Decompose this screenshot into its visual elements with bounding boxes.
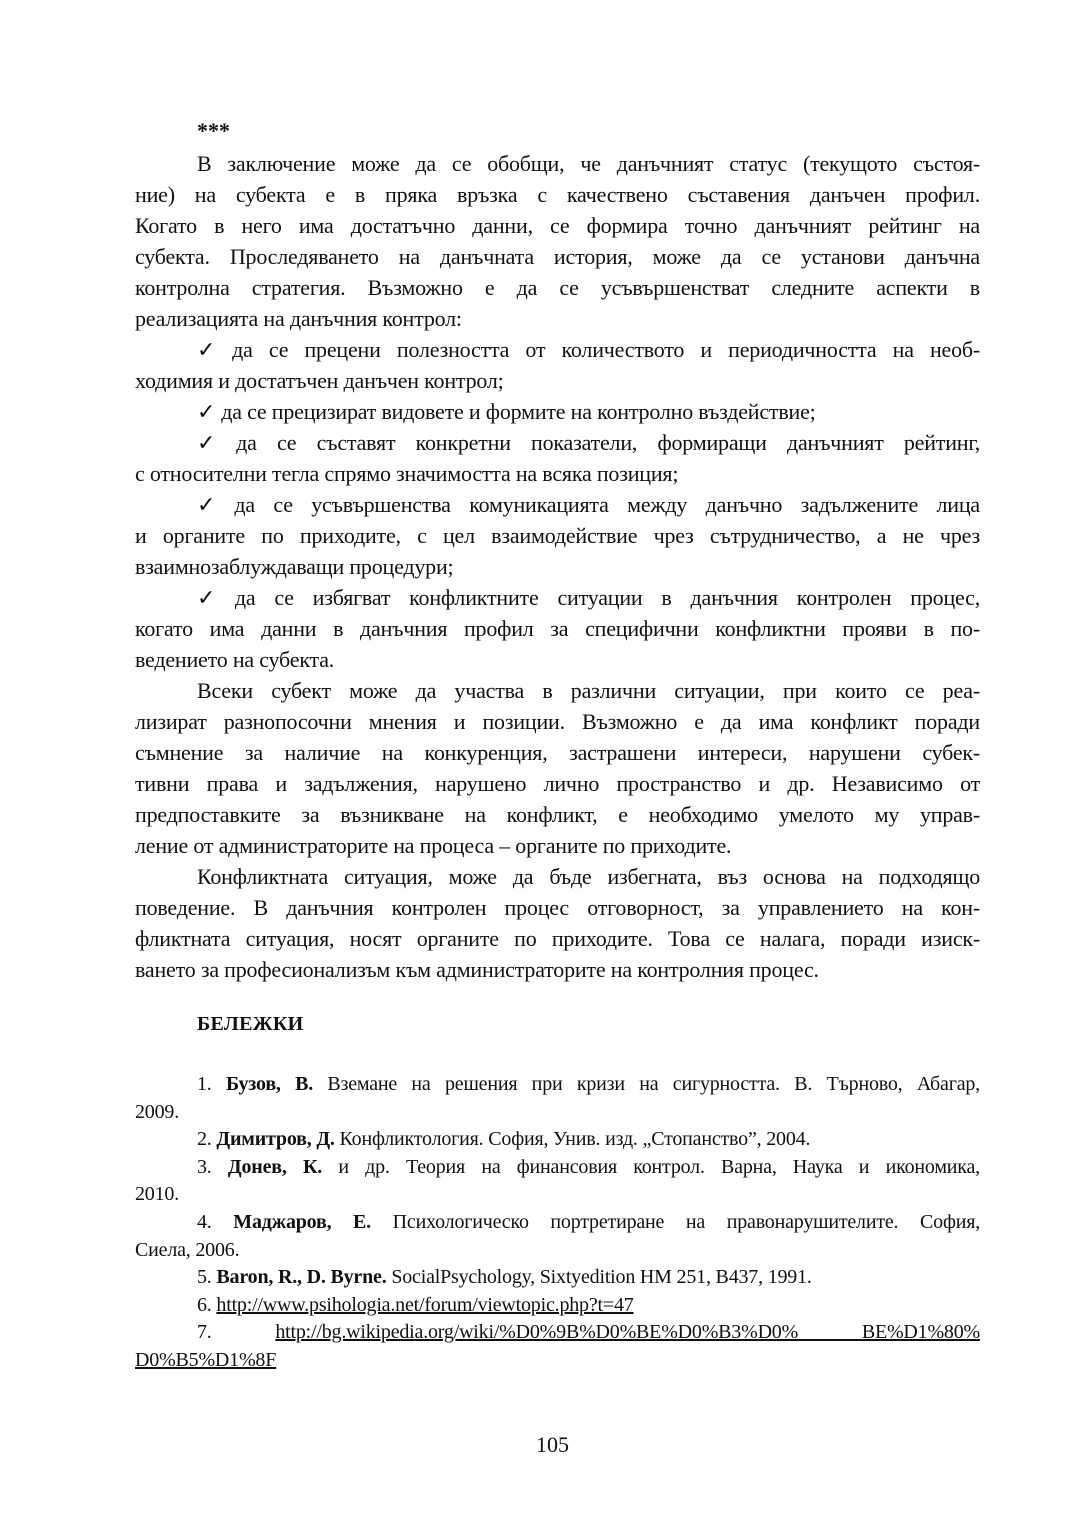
line-text: фликтната ситуация, носят органите по приходите. Това се налага, поради изиск- xyxy=(135,926,980,951)
reference-number: 5. xyxy=(197,1266,217,1289)
line-text: ние) на субекта е в пряка връзка с качествено съставения данъчен профил. xyxy=(135,182,980,207)
text-line xyxy=(135,675,980,706)
section-separator: *** xyxy=(197,118,230,143)
reference-continuation: Сиела, 2006. xyxy=(135,1238,240,1261)
reference-number: 6. xyxy=(197,1293,217,1316)
reference-number: 2. xyxy=(197,1128,217,1151)
checkmark-icon: ✓ xyxy=(197,585,229,610)
line-text: субекта. Проследяването на данъчната история, може да се установи данъчна xyxy=(135,244,980,269)
text-line xyxy=(135,768,980,799)
reference-text: Психологическо портретиране на правонарушителите. София, xyxy=(392,1210,981,1233)
line-text: тивни права и задължения, нарушено лично пространство и др. Независимо от xyxy=(135,771,980,796)
reference-author: Baron, R., D. Byrne. xyxy=(216,1266,387,1289)
text-line xyxy=(135,489,980,520)
line-text: контролна стратегия. Възможно е да се усъвършенстват следните аспекти в xyxy=(135,275,980,300)
reference-item xyxy=(135,1292,980,1320)
text-line xyxy=(135,954,980,985)
reference-continuation: 2009. xyxy=(135,1100,180,1123)
text-line xyxy=(135,241,980,272)
line-text: и органите по приходите, с цел взаимодействие чрез сътрудничество, а не чрез xyxy=(135,523,980,548)
reference-number: 3. xyxy=(197,1155,228,1178)
text-line xyxy=(135,458,980,489)
text-line xyxy=(135,427,980,458)
text-line xyxy=(135,861,980,892)
line-text: предпоставките за възникване на конфликт, е необходимо умелото му управ- xyxy=(135,802,980,827)
text-line xyxy=(135,830,980,861)
reference-continuation xyxy=(135,1347,980,1375)
text-line xyxy=(135,923,980,954)
line-text: когато има данни в данъчния профил за специфични конфликтни прояви в по- xyxy=(135,616,980,641)
line-text: съмнение за наличие на конкуренция, застрашени интереси, нарушени субек- xyxy=(135,740,980,765)
text-line xyxy=(135,396,980,427)
line-text: ходимия и достатъчен данъчен контрол; xyxy=(135,368,504,393)
text-line xyxy=(135,520,980,551)
text-line xyxy=(135,799,980,830)
line-text: ление от администраторите на процеса – органите по приходите. xyxy=(135,833,732,858)
page-number: 105 xyxy=(536,1432,569,1457)
reference-item xyxy=(135,1319,980,1347)
line-text: В заключение може да се обобщи, че данъчният статус (текущото състоя- xyxy=(197,151,980,176)
reference-link[interactable]: http://bg.wikipedia.org/wiki/%D0%9B%D0%BE%D0%B3%D0% BE%D1%80% xyxy=(275,1321,980,1344)
text-line xyxy=(135,210,980,241)
text-line xyxy=(135,334,980,365)
reference-item xyxy=(135,1154,980,1182)
checkmark-icon: ✓ xyxy=(197,337,227,362)
line-text: реализацията на данъчния контрол: xyxy=(135,306,462,331)
checkmark-icon: ✓ xyxy=(197,430,231,455)
reference-author: Димитров, Д. xyxy=(216,1128,335,1151)
reference-number: 4. xyxy=(197,1210,234,1233)
text-line xyxy=(135,272,980,303)
notes-heading: БЕЛЕЖКИ xyxy=(197,1013,304,1035)
line-text: да се прецизират видовете и формите на контролно въздействие; xyxy=(221,399,816,424)
reference-item xyxy=(135,1126,980,1154)
text-line xyxy=(135,303,980,334)
reference-continuation: 2010. xyxy=(135,1183,180,1206)
reference-item xyxy=(135,1264,980,1292)
line-text: да се усъвършенства комуникацията между данъчно задължените лица xyxy=(234,492,980,517)
reference-number: 1. xyxy=(197,1073,226,1095)
text-line xyxy=(135,179,980,210)
reference-item xyxy=(135,1071,980,1099)
body-text xyxy=(135,148,980,985)
reference-item xyxy=(135,1209,980,1237)
reference-link[interactable]: D0%B5%D1%8F xyxy=(135,1348,277,1371)
text-line xyxy=(135,148,980,179)
reference-text: Конфликтология. София, Унив. изд. „Стопанство”, 2004. xyxy=(339,1128,811,1151)
text-line xyxy=(135,365,980,396)
line-text: лизират разнопосочни мнения и позиции. Възможно е да има конфликт поради xyxy=(135,709,980,734)
line-text: да се избягват конфликтните ситуации в данъчния контролен процес, xyxy=(234,585,981,610)
reference-text: SocialPsychology, Sixtyedition HM 251, B437, 1991. xyxy=(391,1266,812,1289)
reference-author: Маджаров, Е. xyxy=(233,1210,371,1233)
line-text: ването за професионализъм към администраторите на контролния процес. xyxy=(135,957,819,982)
references-list xyxy=(135,1071,980,1375)
text-line xyxy=(135,706,980,737)
line-text: ведението на субекта. xyxy=(135,647,335,672)
line-text: взаимнозаблуждаващи процедури; xyxy=(135,554,454,579)
line-text: Когато в него има достатъчно данни, се формира точно данъчният рейтинг на xyxy=(135,213,980,238)
text-line xyxy=(135,582,980,613)
reference-number: 7. xyxy=(197,1321,276,1344)
line-text: Конфликтната ситуация, може да бъде избегната, въз основа на подходящо xyxy=(197,864,980,889)
reference-text: Вземане на решения при кризи на сигурността. В. Търново, Абагар, xyxy=(327,1073,980,1095)
text-line xyxy=(135,737,980,768)
reference-author: Донев, К. xyxy=(227,1155,323,1178)
line-text: да се съставят конкретни показатели, формиращи данъчният рейтинг, xyxy=(236,430,980,455)
text-line xyxy=(135,644,980,675)
line-text: с относителни тегла спрямо значимостта на всяка позиция; xyxy=(135,461,679,486)
line-text: Всеки субект може да участва в различни ситуации, при които се реа- xyxy=(197,678,980,703)
text-line xyxy=(135,613,980,644)
reference-text: и др. Теория на финансовия контрол. Варна, Наука и икономика, xyxy=(338,1155,980,1178)
text-line xyxy=(135,892,980,923)
checkmark-icon: ✓ xyxy=(197,492,229,517)
text-line xyxy=(135,551,980,582)
checkmark-icon: ✓ xyxy=(197,399,216,424)
line-text: поведение. В данъчния контролен процес отговорност, за управлението на кон- xyxy=(135,895,980,920)
reference-author: Бузов, В. xyxy=(225,1073,314,1095)
reference-link[interactable]: http://www.psihologia.net/forum/viewtopic.php?t=47 xyxy=(216,1293,634,1316)
line-text: да се прецени полезността от количеството и периодичността на необ- xyxy=(232,337,981,362)
